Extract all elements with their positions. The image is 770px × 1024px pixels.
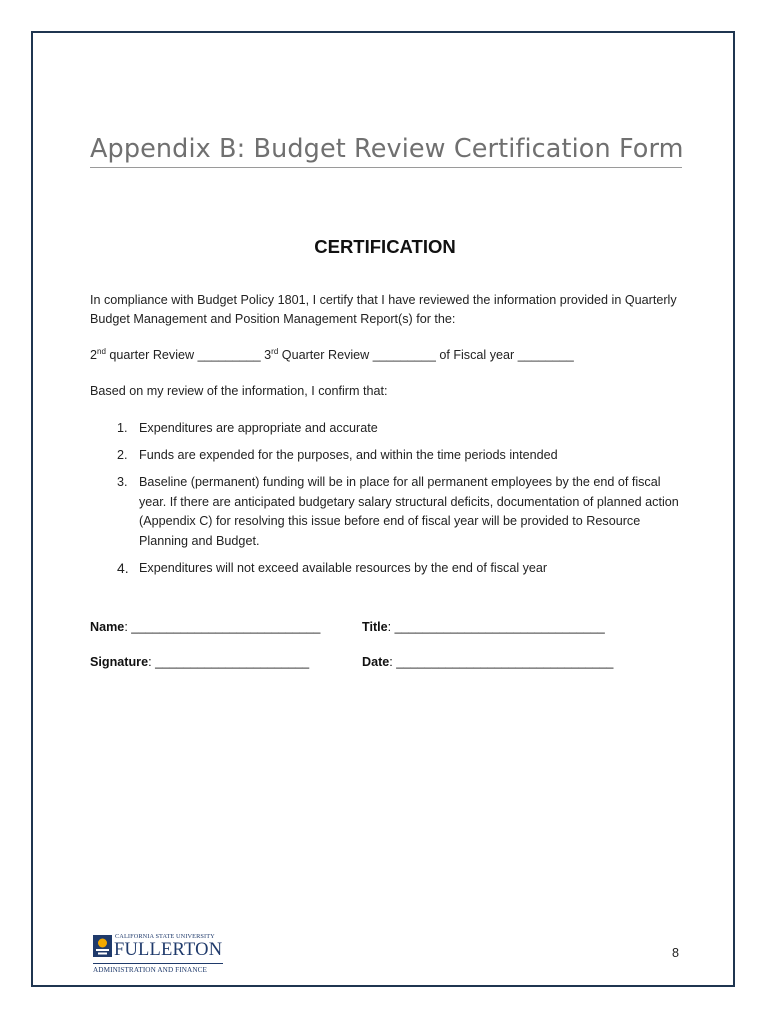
certification-heading: CERTIFICATION <box>314 236 456 257</box>
q3-review-blank: Quarter Review _________ of Fiscal year ________ <box>278 348 574 362</box>
list-item <box>90 559 680 579</box>
title-label: Title <box>362 620 388 634</box>
q2-number: 2 <box>90 348 98 362</box>
list-text: Expenditures are appropriate and accurate <box>139 421 378 435</box>
logo-university-text: CALIFORNIA STATE UNIVERSITY <box>115 933 215 940</box>
name-blank: : ___________________________ <box>124 620 321 634</box>
list-item <box>90 473 680 551</box>
page-title: Appendix B: Budget Review Certification Form <box>90 134 682 168</box>
signature-blank: : ______________________ <box>148 655 310 669</box>
list-item <box>90 419 680 439</box>
signature-label: Signature <box>90 655 149 669</box>
confirmation-list <box>90 419 680 586</box>
logo-fullerton-text: FULLERTON <box>114 940 223 960</box>
confirm-paragraph: Based on my review of the information, I confirm that: <box>90 384 388 398</box>
name-label: Name <box>90 620 125 634</box>
list-number: 1. <box>117 421 128 435</box>
list-number: 3. <box>117 475 128 489</box>
logo-division-text: ADMINISTRATION AND FINANCE <box>93 966 208 974</box>
intro-paragraph: In compliance with Budget Policy 1801, I certify that I have reviewed the information provided in Quarterly Budget Management and Position Management Report(s) for the: <box>90 293 677 326</box>
title-blank: : ______________________________ <box>387 620 605 634</box>
q2-review-blank: quarter Review _________ <box>105 348 265 362</box>
list-text: Expenditures will not exceed available resources by the end of fiscal year <box>139 560 548 575</box>
q3-superscript: rd <box>271 346 279 356</box>
list-number: 2. <box>117 448 128 462</box>
list-text: Funds are expended for the purposes, and within the time periods intended <box>139 448 558 462</box>
seal-icon <box>93 935 112 957</box>
q2-superscript: nd <box>97 346 106 356</box>
page-number: 8 <box>672 946 680 960</box>
signature-field[interactable] <box>90 655 309 669</box>
list-item <box>90 446 680 466</box>
list-number: 4. <box>117 559 129 576</box>
date-blank: : _______________________________ <box>389 655 614 669</box>
csuf-logo <box>93 933 233 977</box>
q3-number: 3 <box>264 348 272 362</box>
name-field[interactable] <box>90 620 320 634</box>
logo-divider <box>93 963 223 964</box>
quarters-line <box>90 346 574 365</box>
date-field[interactable] <box>362 655 613 669</box>
date-label: Date <box>362 655 390 669</box>
list-text: Baseline (permanent) funding will be in place for all permanent employees by the end of fiscal year. If there are anticipated budgetary salary structural deficits, documentation of planned action (Appendix C) for resolving this issue before end of fiscal year will be provided to Resource Planning and Budget. <box>139 475 679 548</box>
title-field[interactable] <box>362 620 605 634</box>
